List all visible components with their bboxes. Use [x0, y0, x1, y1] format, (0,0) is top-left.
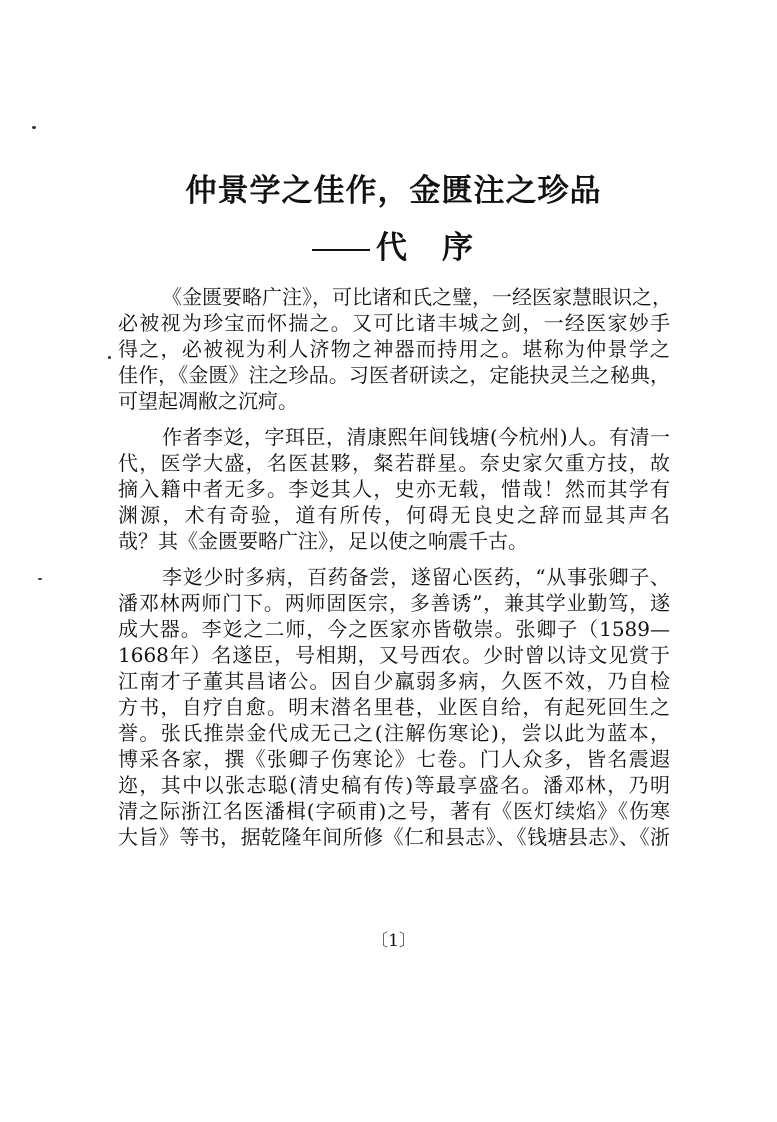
- text-line: 作者李彣，字珥臣，清康熙年间钱塘(今杭州)人。有清一: [162, 425, 670, 449]
- text-line: 必被视为珍宝而怀揣之。又可比诸丰城之剑，一经医家妙手: [118, 311, 670, 335]
- text-line: 博采各家，撰《张卿子伤寒论》七卷。门人众多，皆名震遐: [118, 747, 670, 771]
- subtitle: [312, 222, 475, 267]
- text-line: 大旨》等书，据乾隆年间所修《仁和县志》、《钱塘县志》、《浙: [118, 825, 670, 849]
- scan-speck: [32, 126, 36, 129]
- text-line: 代，医学大盛，名医甚夥，粲若群星。奈史家欠重方技，故: [118, 451, 670, 475]
- text-line: 清之际浙江名医潘楫(字硕甫)之号，著有《医灯续焰》《伤寒: [118, 799, 670, 823]
- text-line: 摘入籍中者无多。李彣其人，史亦无载，惜哉！然而其学有: [118, 477, 670, 501]
- dash-rule: [312, 249, 370, 251]
- text-line: 誉。张氏推崇金代成无己之(注解伤寒论)，尝以此为蓝本，: [118, 721, 670, 745]
- text-line: 潘邓林两师门下。两师固医宗，多善诱”，兼其学业勤笃，遂: [118, 591, 670, 615]
- text-line: 渊源，术有奇验，道有所传，何碍无良史之辞而显其声名: [118, 503, 670, 527]
- text-line: 可望起凋敝之沉疴。: [118, 389, 298, 413]
- text-line: 方书，自疗自愈。明末潜名里巷，业医自给，有起死回生之: [118, 695, 670, 719]
- text-line: 江南才子董其昌诸公。因自少羸弱多病，久医不效，乃自检: [118, 669, 670, 693]
- text-line: 1668年）名遂臣，号相期，又号西农。少时曾以诗文见赏于: [118, 643, 670, 667]
- text-line: 得之，必被视为利人济物之神器而持用之。堪称为仲景学之: [118, 337, 670, 361]
- paragraph: [118, 424, 670, 554]
- subtitle-text: 代 序: [376, 230, 475, 266]
- body-text: [118, 284, 670, 860]
- text-line: 李彣少时多病，百药备尝，遂留心医药，“从事张卿子、: [162, 565, 670, 589]
- text-line: 哉？其《金匮要略广注》，足以使之响震千古。: [118, 529, 528, 553]
- scan-speck: [108, 356, 111, 359]
- paragraph: [118, 284, 670, 414]
- scan-speck: [38, 578, 42, 580]
- page-title: 仲景学之佳作，金匮注之珍品: [185, 173, 602, 209]
- text-line: 迩，其中以张志聪(清史稿有传)等最享盛名。潘邓林，乃明: [118, 773, 670, 797]
- page-number: 〔1〕: [371, 931, 416, 951]
- text-line: 《金匮要略广注》，可比诸和氏之璧，一经医家慧眼识之，: [162, 285, 672, 309]
- text-line: 成大器。李彣之二师，今之医家亦皆敬崇。张卿子（1589—: [118, 617, 670, 641]
- paragraph: [118, 564, 670, 850]
- text-line: 佳作，《金匮》注之珍品。习医者研读之，定能抉灵兰之秘典，: [118, 363, 670, 387]
